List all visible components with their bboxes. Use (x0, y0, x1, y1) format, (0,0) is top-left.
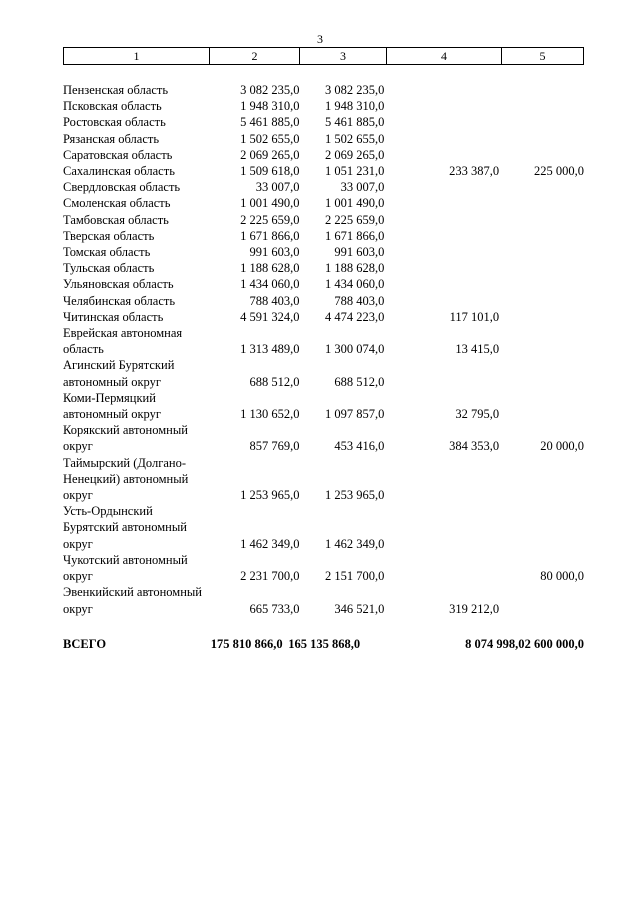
region-name: Таймырский (Долгано-Ненецкий) автономный округ (63, 455, 189, 503)
header-col-2: 2 (210, 48, 300, 64)
table-row (63, 212, 584, 228)
value-col-3: 2 069 265,0 (325, 147, 385, 162)
value-col-2: 2 069 265,0 (240, 147, 300, 162)
value-col-5: 225 000,0 (534, 164, 585, 179)
header-col-3: 3 (300, 48, 387, 64)
region-name: Ростовская область (63, 115, 166, 130)
table-row (63, 244, 584, 260)
value-col-2: 3 082 235,0 (240, 83, 300, 97)
region-name: Коми-Пермяцкий автономный округ (63, 390, 161, 422)
table-row (63, 503, 584, 552)
table-row (63, 131, 584, 147)
table-row (63, 357, 584, 389)
value-col-2: 1 462 349,0 (240, 536, 300, 551)
value-col-3: 346 521,0 (334, 601, 385, 616)
table-row (63, 147, 584, 163)
value-col-2: 1 671 866,0 (240, 228, 300, 243)
value-col-2: 688 512,0 (249, 374, 300, 389)
region-name: Читинская область (63, 309, 164, 324)
value-col-3: 4 474 223,0 (325, 309, 385, 324)
value-col-2: 1 502 655,0 (240, 131, 300, 146)
value-col-5: 20 000,0 (540, 439, 585, 454)
value-col-2: 1 948 310,0 (240, 99, 300, 114)
value-col-2: 1 001 490,0 (240, 196, 300, 211)
value-col-3: 3 082 235,0 (325, 83, 385, 97)
region-name: Корякский автономный округ (63, 423, 188, 454)
value-col-2: 4 591 324,0 (240, 309, 300, 324)
region-name: Агинский Бурятский автономный округ (63, 358, 175, 389)
value-col-2: 1 434 060,0 (240, 277, 300, 292)
value-col-3: 1 001 490,0 (325, 196, 385, 211)
header-col-5: 5 (539, 49, 546, 63)
value-col-3: 688 512,0 (334, 374, 385, 389)
value-col-2: 33 007,0 (255, 180, 300, 195)
value-col-4: 32 795,0 (455, 407, 500, 422)
region-name: Свердловская область (63, 180, 181, 195)
value-col-2: 1 509 618,0 (240, 164, 300, 179)
region-name: Ульяновская область (63, 277, 174, 292)
value-col-3: 1 253 965,0 (325, 488, 385, 503)
region-name: Еврейская автономная область (63, 326, 183, 357)
value-col-3: 1 051 231,0 (325, 164, 385, 179)
table-row (63, 455, 584, 504)
table-row (63, 179, 584, 195)
total-col-2: 175 810 866,0 (210, 637, 283, 651)
region-name: Чукотский автономный округ (63, 552, 188, 584)
table-header (63, 47, 584, 65)
region-name: Томская область (63, 245, 151, 260)
table-row (63, 228, 584, 244)
total-col-5: 2 600 000,0 (524, 637, 584, 651)
value-col-3: 5 461 885,0 (325, 115, 385, 130)
value-col-3: 1 188 628,0 (325, 261, 385, 276)
value-col-3: 2 151 700,0 (325, 569, 385, 584)
page-number: 3 (317, 32, 323, 46)
header-col-1: 1 (64, 48, 210, 64)
table-row (63, 260, 584, 276)
value-col-3: 1 502 655,0 (325, 131, 385, 146)
value-col-3: 1 948 310,0 (325, 99, 385, 114)
region-name: Псковская область (63, 99, 162, 114)
table-row (63, 163, 584, 179)
value-col-2: 1 188 628,0 (240, 261, 300, 276)
value-col-2: 857 769,0 (249, 439, 300, 454)
table-row (63, 552, 584, 584)
table-body (63, 82, 584, 617)
value-col-3: 2 225 659,0 (325, 212, 385, 227)
value-col-4: 117 101,0 (449, 309, 500, 324)
table-row (63, 584, 584, 616)
region-name: Тверская область (63, 228, 155, 243)
value-col-2: 1 130 652,0 (240, 407, 300, 422)
table-row (63, 82, 584, 98)
value-col-3: 1 300 074,0 (325, 342, 385, 357)
value-col-4: 319 212,0 (449, 601, 500, 616)
region-name: Усть-Ордынский Бурятский автономный округ (63, 504, 187, 551)
value-col-5: 80 000,0 (540, 569, 585, 584)
region-name: Пензенская область (63, 83, 169, 97)
region-name: Сахалинская область (63, 164, 175, 179)
region-name: Рязанская область (63, 131, 160, 146)
value-col-3: 788 403,0 (334, 293, 385, 308)
table-row (63, 390, 584, 422)
region-name: Тамбовская область (63, 212, 169, 227)
region-name: Эвенкийский автономный округ (63, 585, 202, 616)
table-row (63, 98, 584, 114)
value-col-3: 991 603,0 (334, 245, 385, 260)
total-label: ВСЕГО (63, 637, 107, 651)
value-col-2: 1 313 489,0 (240, 342, 300, 357)
region-name: Саратовская область (63, 147, 173, 162)
table-row (63, 309, 584, 325)
value-col-3: 33 007,0 (340, 180, 385, 195)
total-col-4: 8 074 998,0 (465, 637, 525, 651)
header-col-4: 4 (387, 48, 502, 64)
value-col-2: 991 603,0 (249, 245, 300, 260)
value-col-3: 1 671 866,0 (325, 228, 385, 243)
value-col-4: 233 387,0 (449, 164, 500, 179)
value-col-4: 384 353,0 (449, 439, 500, 454)
value-col-2: 5 461 885,0 (240, 115, 300, 130)
table-row (63, 276, 584, 292)
value-col-2: 2 225 659,0 (240, 212, 300, 227)
value-col-2: 665 733,0 (249, 601, 300, 616)
value-col-3: 1 434 060,0 (325, 277, 385, 292)
table-row (63, 422, 584, 454)
region-name: Смоленская область (63, 196, 171, 211)
total-row (63, 636, 584, 652)
value-col-2: 2 231 700,0 (240, 569, 300, 584)
table-row (63, 114, 584, 130)
value-col-4: 13 415,0 (455, 342, 500, 357)
table-row (63, 293, 584, 309)
region-name: Челябинская область (63, 293, 176, 308)
value-col-3: 1 462 349,0 (325, 536, 385, 551)
value-col-2: 788 403,0 (249, 293, 300, 308)
value-col-3: 1 097 857,0 (325, 407, 385, 422)
table-row (63, 195, 584, 211)
value-col-3: 453 416,0 (334, 439, 385, 454)
value-col-2: 1 253 965,0 (240, 488, 300, 503)
table-row (63, 325, 584, 357)
region-name: Тульская область (63, 261, 155, 276)
total-col-3: 165 135 868,0 (288, 637, 361, 651)
